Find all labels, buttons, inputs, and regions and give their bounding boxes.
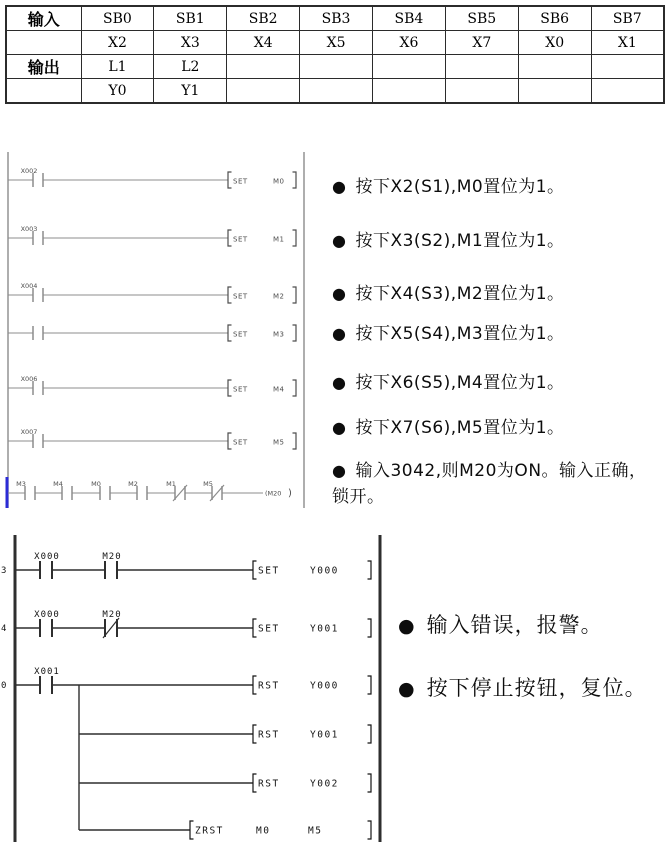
annotation-item (332, 458, 654, 510)
annotation-item (332, 174, 654, 200)
svg-text:Y000: Y000 (310, 680, 339, 692)
table-cell: L2 (154, 55, 227, 79)
svg-text:SET: SET (233, 330, 248, 339)
svg-text:M2: M2 (128, 480, 138, 488)
svg-text:M5: M5 (308, 825, 323, 837)
table-cell (591, 79, 664, 104)
svg-text:X003: X003 (20, 225, 38, 233)
svg-text:ZRST: ZRST (195, 825, 224, 837)
bullet-icon: ● (332, 177, 347, 196)
table-cell (445, 79, 518, 104)
table-cell: X0 (518, 31, 591, 55)
table-cell: X6 (373, 31, 446, 55)
bullet-icon: ● (332, 373, 347, 392)
table-cell (518, 55, 591, 79)
table-cell: SB5 (445, 6, 518, 31)
table-cell: Y1 (154, 79, 227, 104)
svg-text:M20: M20 (102, 610, 122, 620)
table-cell: SB2 (227, 6, 300, 31)
annotation-text: 按下X7(S6),M5置位为1。 (355, 418, 565, 438)
svg-text:): ) (288, 488, 292, 499)
svg-text:M5: M5 (273, 438, 285, 447)
annotation-item (332, 228, 654, 254)
annotation-item (332, 281, 654, 307)
table-cell: X5 (300, 31, 373, 55)
annotation-text: 按下X2(S1),M0置位为1。 (355, 177, 565, 197)
annotation-item (332, 370, 654, 396)
table-cell: Y0 (81, 79, 154, 104)
table-cell: X4 (227, 31, 300, 55)
table-cell (6, 31, 81, 55)
table-row (6, 31, 664, 55)
table-cell: X3 (154, 31, 227, 55)
svg-text:M2: M2 (273, 292, 285, 301)
svg-text:SET: SET (233, 177, 248, 186)
svg-text:M1: M1 (273, 235, 285, 244)
table-cell (373, 55, 446, 79)
table-cell: SB4 (373, 6, 446, 31)
svg-text:M0: M0 (91, 480, 101, 488)
table-cell: SB3 (300, 6, 373, 31)
svg-text:SET: SET (258, 623, 280, 635)
annotation-item (332, 321, 654, 347)
annotation-text: 按下X4(S3),M2置位为1。 (355, 284, 565, 304)
svg-text:M3: M3 (16, 480, 26, 488)
io-assignment-table (5, 5, 665, 104)
svg-text:(M20: (M20 (265, 489, 282, 498)
annotation-text: 输入3042,则M20为ON。输入正确，锁开。 (332, 461, 647, 507)
table-cell (591, 55, 664, 79)
svg-text:X006: X006 (20, 375, 38, 383)
svg-text:Y000: Y000 (310, 565, 339, 577)
svg-text:3: 3 (1, 566, 8, 576)
table-cell: X2 (81, 31, 154, 55)
svg-text:4: 4 (1, 624, 8, 634)
bullet-icon: ● (332, 284, 347, 303)
annotation-text: 按下停止按钮，复位。 (426, 676, 647, 700)
svg-text:X004: X004 (20, 282, 38, 290)
bullet-icon: ● (398, 678, 416, 700)
svg-text:M0: M0 (256, 825, 271, 837)
table-cell (300, 55, 373, 79)
svg-text:Y001: Y001 (310, 729, 339, 741)
table-cell (6, 79, 81, 104)
annotation-item (398, 610, 671, 641)
annotation-item (398, 673, 671, 704)
svg-text:X007: X007 (20, 428, 38, 436)
table-cell (227, 55, 300, 79)
table-cell: L1 (81, 55, 154, 79)
svg-text:SET: SET (233, 235, 248, 244)
svg-text:Y001: Y001 (310, 623, 339, 635)
table-cell (373, 79, 446, 104)
table-row (6, 79, 664, 104)
table-row (6, 6, 664, 31)
table-cell: SB7 (591, 6, 664, 31)
svg-text:M20: M20 (102, 552, 122, 562)
table-cell (227, 79, 300, 104)
svg-text:X002: X002 (20, 167, 38, 175)
table-cell: X1 (591, 31, 664, 55)
svg-text:M1: M1 (166, 480, 176, 488)
svg-text:X001: X001 (34, 667, 60, 677)
svg-text:M3: M3 (273, 330, 285, 339)
table-cell: 输出 (6, 55, 81, 79)
table-cell (300, 79, 373, 104)
annotation-text: 按下X5(S4),M3置位为1。 (355, 324, 565, 344)
ladder-diagram-upper (0, 140, 335, 532)
svg-text:Y002: Y002 (310, 778, 339, 790)
bullet-icon: ● (398, 615, 416, 637)
table-cell: 输入 (6, 6, 81, 31)
svg-text:RST: RST (258, 680, 280, 692)
annotation-text: 输入错误，报警。 (426, 613, 603, 637)
table-cell: SB1 (154, 6, 227, 31)
bullet-icon: ● (332, 324, 347, 343)
svg-text:X000: X000 (34, 610, 60, 620)
svg-text:SET: SET (258, 565, 280, 577)
annotation-text: 按下X3(S2),M1置位为1。 (355, 231, 565, 251)
table-row (6, 55, 664, 79)
table-cell: X7 (445, 31, 518, 55)
annotation-text: 按下X6(S5),M4置位为1。 (355, 373, 565, 393)
table-cell (518, 79, 591, 104)
svg-text:M4: M4 (53, 480, 63, 488)
ladder-diagram-lower (0, 533, 400, 842)
svg-text:RST: RST (258, 778, 280, 790)
svg-text:SET: SET (233, 438, 248, 447)
svg-text:M5: M5 (203, 480, 213, 488)
table-cell: SB0 (81, 6, 154, 31)
svg-text:SET: SET (233, 385, 248, 394)
svg-text:M0: M0 (273, 177, 285, 186)
bullet-icon: ● (332, 461, 347, 480)
annotation-item (332, 415, 654, 441)
svg-text:0: 0 (1, 681, 8, 691)
svg-text:X000: X000 (34, 552, 60, 562)
table-cell: SB6 (518, 6, 591, 31)
svg-text:SET: SET (233, 292, 248, 301)
bullet-icon: ● (332, 418, 347, 437)
bullet-icon: ● (332, 231, 347, 250)
table-cell (445, 55, 518, 79)
svg-text:RST: RST (258, 729, 280, 741)
svg-text:M4: M4 (273, 385, 285, 394)
